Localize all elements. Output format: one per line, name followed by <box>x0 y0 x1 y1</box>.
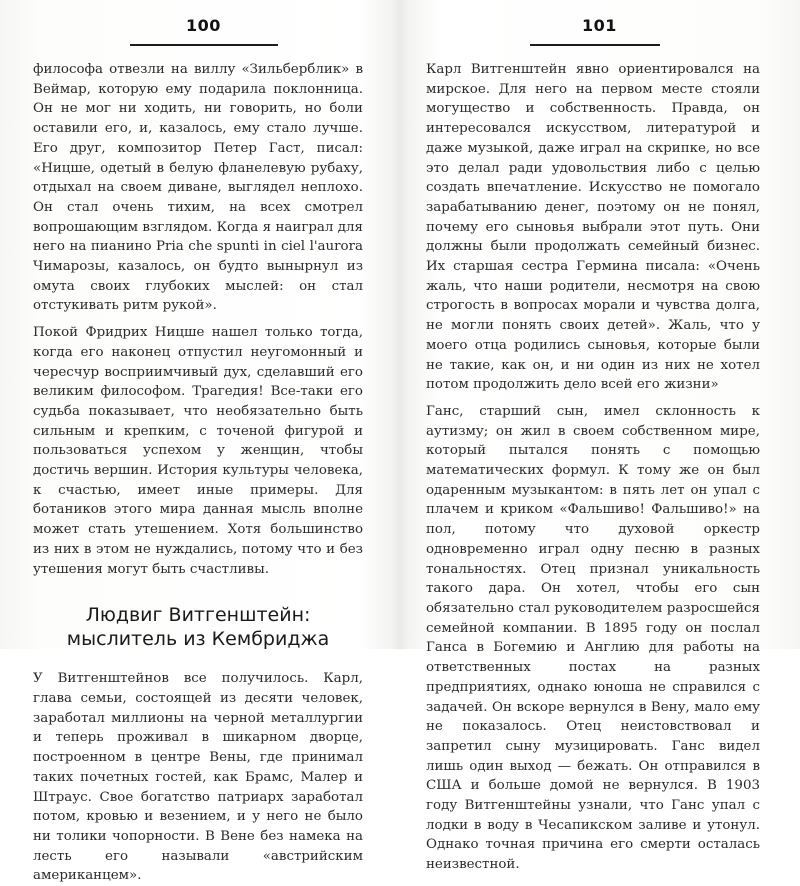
left-page-text <box>33 60 363 886</box>
header-rule-left <box>130 44 278 46</box>
paragraph: Покой Фридрих Ницше нашел только тогда, когда его наконец отпустил неугомонный и чересчур восприимчивый дух, сделавший его великим философом. Трагедия! Все-таки его судьба показывает, что необязательно быть сильным и крепким, с точеной фигурой и пользоваться успехом у женщин, чтобы достичь вершин. История культуры человека, к счастью, имеет иные примеры. Для ботаников этого мира данная мысль вполне может стать утешением. Хотя большинство из них в этом не нуждались, потому что и без утешения могут быть счастливы. <box>33 325 363 577</box>
header-rule-right <box>530 44 660 46</box>
page-number-left: 100 <box>186 16 221 35</box>
right-page <box>400 0 800 873</box>
page-number-right: 101 <box>582 16 617 35</box>
paragraph: Ганс, старший сын, имел склонность к аутизму; он жил в своем собственном мире, который пытался понять с помощью математических формул. К тому же он был одаренным музыкантом: в пять лет он упал с плачем и криком «Фальшиво! Фальшиво!» на пол, потому что духовой оркестр одновременно играл одну песню в разных тональностях. Отец признал уникальность такого дара. Он хотел, чтобы его сын обязательно стал руководителем разросшейся семейной компании. В 1895 году он послал Ганса в Богемию и Англию для работы на ответственных постах на разных предприятиях, однако юноша не справился с задачей. Он вскоре вернулся в Вену, мало ему не показалось. Отец неистовствовал и запретил сыну музицировать. Ганс видел лишь один выход — бежать. Он отправился в США и больше домой не вернулся. В 1903 году Витгенштейны узнали, что Ганс упал с лодки в воду в Чесапикском заливе и утонул. Однако точная причина его смерти осталась неизвестной. <box>426 403 760 873</box>
paragraph: Карл Витгенштейн явно ориентировался на мирское. Для него на первом месте стояли могущество и собственность. Правда, он интересовался искусством, литературой и даже музыкой, даже играл на скрипке, но все это делал ради удовольствия либо с целью создать впечатление. Искусство не помогало зарабатыванию денег, поэтому он не понял, почему его сыновья выбрали этот путь. Они должны были продолжать семейный бизнес. Их старшая сестра Гермина писала: «Очень жаль, что наши родители, несмотря на свою строгость в вопросах морали и чувства долга, не могли понять своих детей». Жаль, что у моего отца родились сыновья, которые были не такие, как он, и ни один из них не хотел потом продолжить дело всей его жизни» <box>426 62 760 393</box>
chapter-heading: Людвиг Витгенштейн: мыслитель из Кембриджа <box>66 604 330 651</box>
right-page-text <box>426 60 760 875</box>
paragraph: философа отвезли на виллу «Зильберблик» в Веймар, которую ему подарила поклонница. Он не мог ни ходить, ни говорить, но боли оставили его, и, казалось, ему стало лучше. Его друг, композитор Петер Гаст, писал: «Ницше, одетый в белую фланелевую рубаху, отдыхал на своем диване, выглядел неплохо. Он стал очень тихим, на всех смотрел вопрошающим взглядом. Когда я наиграл для него на пианино Pria che spunti in ciel l'aurora Чимарозы, казалось, он будто вынырнул из омута своих глубоких мыслей: он стал отстукивать ритм рукой». <box>33 62 363 314</box>
left-page <box>0 0 400 884</box>
paragraph: У Витгенштейнов все получилось. Карл, глава семьи, состоящей из десяти человек, заработал миллионы на черной металлургии и теперь проживал в шикарном дворце, построенном в центре Вены, где принимал таких почетных гостей, как Брамс, Малер и Штраус. Свое богатство патриарх заработал потом, кровью и везением, и у него не было ни толики чопорности. В Вене без намека на лесть его называли «австрийским американцем». <box>33 671 363 884</box>
